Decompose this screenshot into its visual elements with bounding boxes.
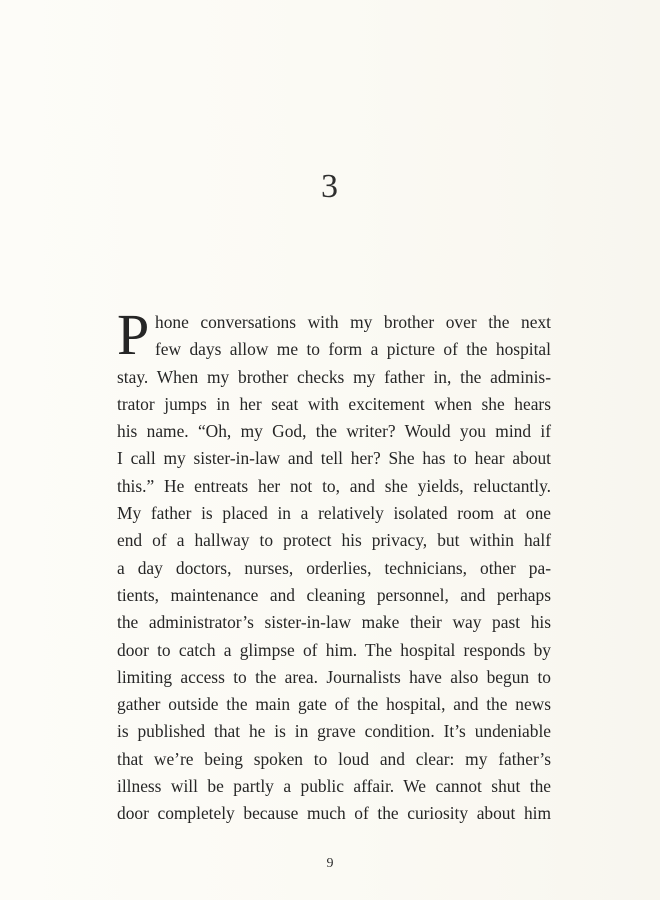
text-line: end of a hallway to protect his privacy, but within half bbox=[117, 530, 551, 551]
chapter-number: 3 bbox=[321, 168, 339, 205]
text-line: limiting access to the area. Journalists have also begun to bbox=[117, 666, 551, 687]
text-line: tients, maintenance and cleaning personnel, and perhaps bbox=[117, 584, 551, 605]
text-line: door completely because much of the curiosity about him bbox=[117, 803, 551, 824]
text-line: his name. “Oh, my God, the writer? Would you mind if bbox=[117, 421, 551, 442]
text-line: hone conversations with my brother over the next bbox=[155, 312, 551, 332]
text-line: door to catch a glimpse of him. The hospital responds by bbox=[117, 639, 551, 660]
text-line: few days allow me to form a picture of the hospital bbox=[155, 339, 551, 360]
text-line: I call my sister-in-law and tell her? She has to hear about bbox=[117, 448, 551, 469]
drop-cap: P bbox=[117, 302, 150, 367]
body-paragraph bbox=[117, 309, 551, 828]
text-line: gather outside the main gate of the hospital, and the news bbox=[117, 694, 551, 715]
text-line: stay. When my brother checks my father in, the adminis- bbox=[117, 366, 551, 387]
text-line: trator jumps in her seat with excitement when she hears bbox=[117, 393, 551, 414]
text-line: is published that he is in grave condition. It’s undeniable bbox=[117, 721, 551, 742]
text-line: illness will be partly a public affair. We cannot shut the bbox=[117, 776, 551, 797]
page-number: 9 bbox=[326, 856, 334, 871]
text-line: a day doctors, nurses, orderlies, technicians, other pa- bbox=[117, 557, 551, 578]
text-line: the administrator’s sister-in-law make their way past his bbox=[117, 612, 551, 633]
text-line: that we’re being spoken to loud and clear: my father’s bbox=[117, 748, 551, 769]
text-line: this.” He entreats her not to, and she yields, reluctantly. bbox=[117, 475, 551, 496]
text-line: My father is placed in a relatively isolated room at one bbox=[117, 503, 551, 524]
